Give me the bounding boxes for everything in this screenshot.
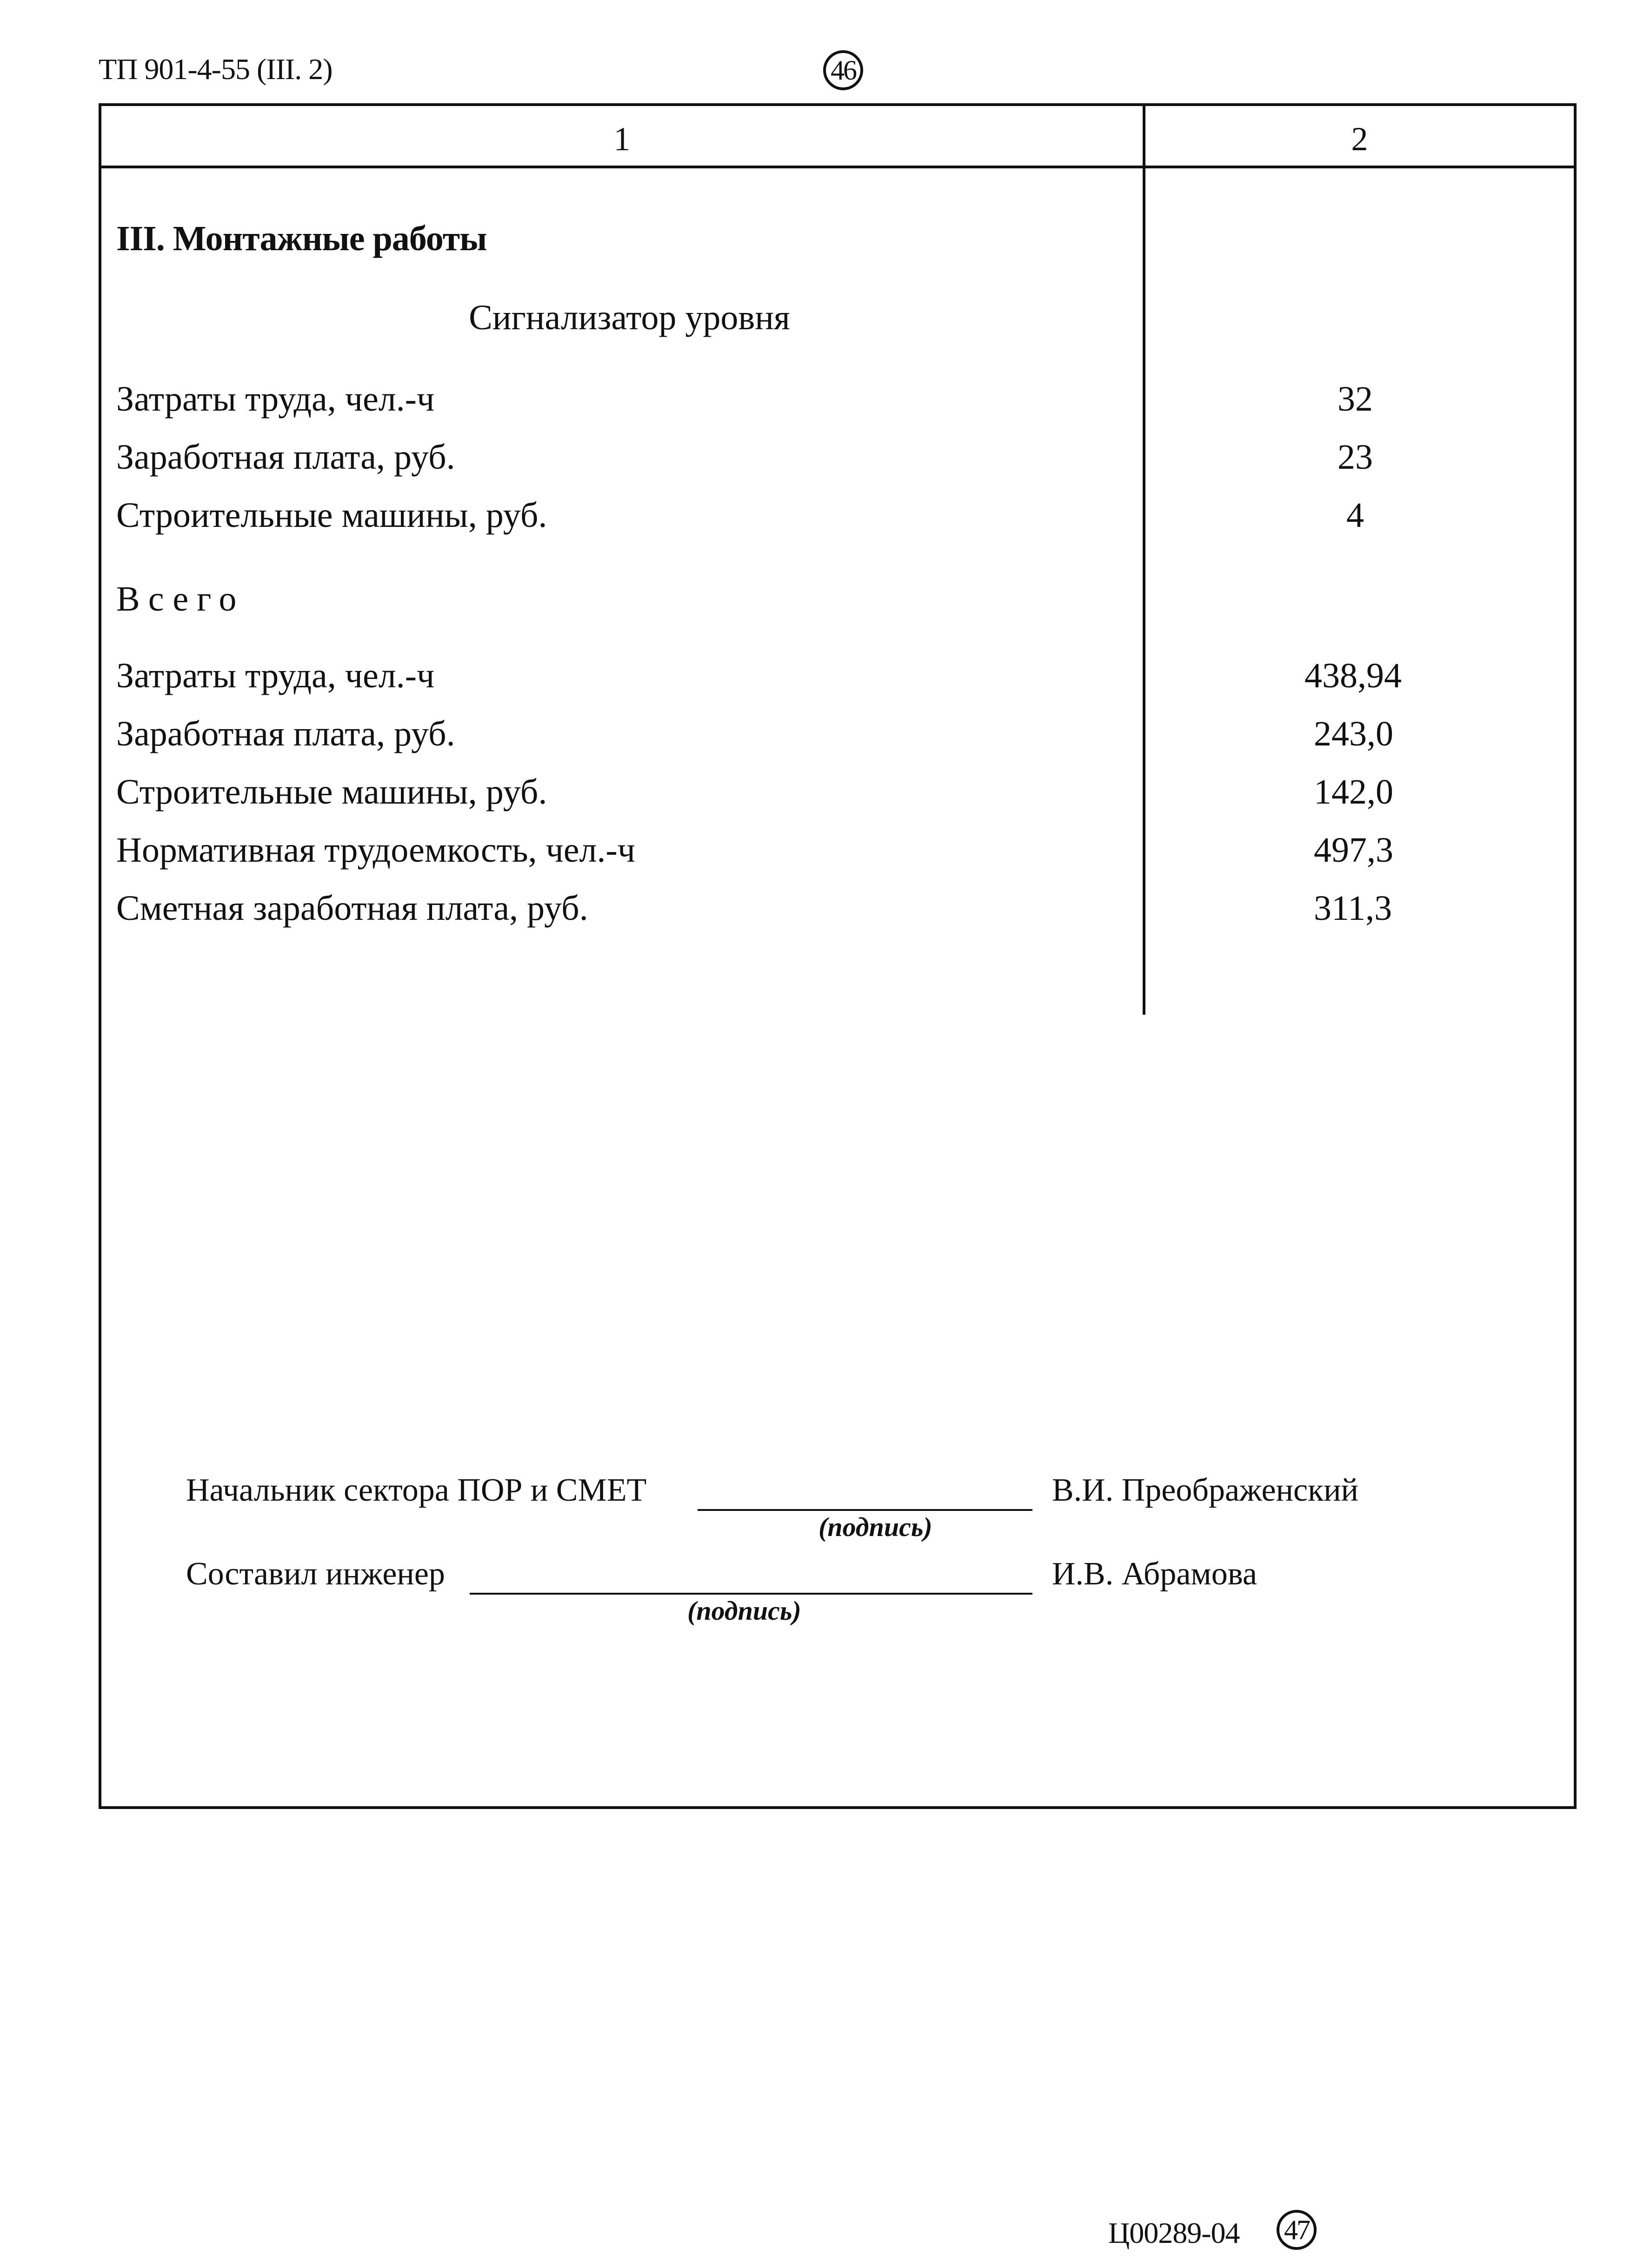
total-row-value: 142,0: [1314, 772, 1393, 811]
page-number-top: 46: [823, 50, 863, 90]
section-title: III. Монтажные работы: [116, 219, 487, 258]
document-code: ТП 901-4-55 (III. 2): [99, 53, 333, 86]
row-label: Затраты труда, чел.-ч: [116, 379, 435, 419]
total-row-label: Строительные машины, руб.: [116, 772, 547, 811]
column-divider: [1143, 103, 1145, 1015]
total-heading: Всего: [116, 579, 245, 619]
column-header-2: 2: [1351, 120, 1368, 158]
column-header-1: 1: [613, 120, 631, 158]
total-row-label: Нормативная трудоемкость, чел.-ч: [116, 831, 635, 870]
signature-name-1: В.И. Преображенский: [1052, 1472, 1359, 1508]
signature-role-2: Составил инженер: [186, 1556, 445, 1592]
total-row-value: 243,0: [1314, 714, 1393, 753]
subsection-title: Сигнализатор уровня: [469, 298, 790, 337]
signature-role-1: Начальник сектора ПОР и СМЕТ: [186, 1472, 647, 1508]
footer-document-code: Ц00289-04: [1108, 2216, 1240, 2249]
total-row-value: 438,94: [1304, 656, 1402, 695]
table-frame: [99, 103, 1577, 1809]
row-label: Строительные машины, руб.: [116, 496, 547, 535]
signature-name-2: И.В. Абрамова: [1052, 1556, 1257, 1592]
row-value: 32: [1338, 379, 1373, 419]
signature-caption-1: (подпись): [818, 1512, 932, 1542]
total-row-label: Затраты труда, чел.-ч: [116, 656, 435, 695]
total-row-label: Заработная плата, руб.: [116, 714, 455, 753]
signature-caption-2: (подпись): [687, 1596, 801, 1626]
row-value: 4: [1346, 496, 1364, 535]
signature-line-1: [698, 1509, 1032, 1511]
total-row-label: Сметная заработная плата, руб.: [116, 889, 588, 928]
signature-line-2: [470, 1593, 1032, 1595]
header-divider: [99, 166, 1577, 168]
page-number-bottom: 47: [1277, 2210, 1317, 2250]
total-row-value: 497,3: [1314, 831, 1393, 870]
row-value: 23: [1338, 438, 1373, 477]
total-row-value: 311,3: [1314, 889, 1392, 928]
row-label: Заработная плата, руб.: [116, 438, 455, 477]
